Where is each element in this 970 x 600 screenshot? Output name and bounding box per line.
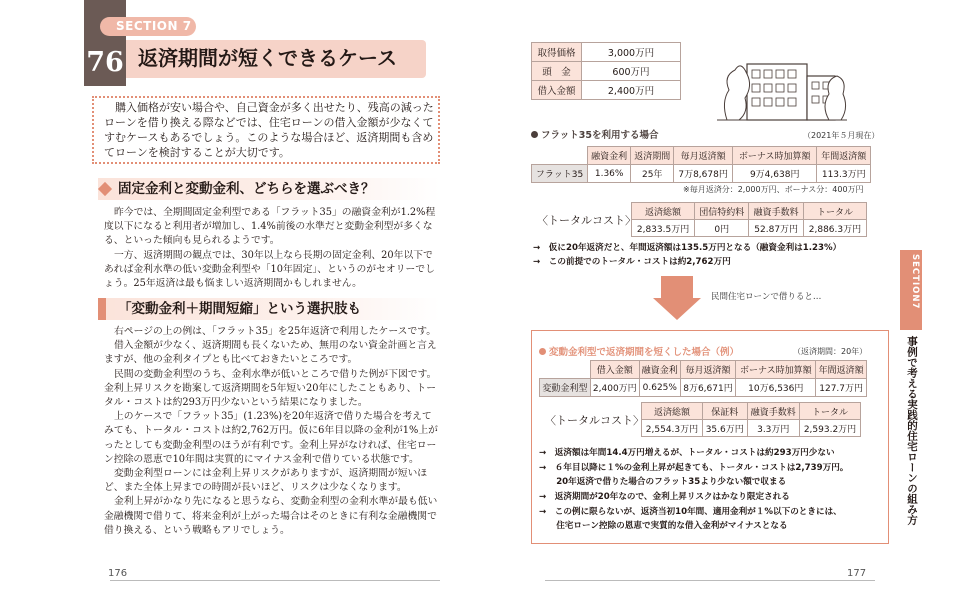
header-cell: 年間返済額: [817, 147, 871, 165]
bullet-dot-icon: [539, 348, 546, 355]
case2-caption: [539, 344, 739, 358]
cell: 頭 金: [532, 62, 582, 81]
cell: 0円: [695, 220, 749, 237]
case2-total-cost-table: [641, 402, 861, 437]
paragraph: 一方、返済期間の観点では、30年以上なら長期の固定金利、20年以下であれば金利水準の低い変動金利型や「10年固定」、というのがセオリーでしょう。25年返済は最も悩ましい返済期間かもしれません。: [104, 249, 435, 290]
paragraph: 上のケースで「フラット35」(1.23%)を20年返済で借りた場合を考えてみても、トータル・コストは約2,762万円。仮に6年目以降の金利が1%上がったとしても変動金利型のほうが有利です。金利上昇がなければ、住宅ローン控除の恩恵で10年間は実質的にマイナス金利で借りている状態です。: [104, 411, 438, 465]
table-header-row: [632, 203, 867, 220]
diamond-icon: [98, 182, 112, 196]
cell: 3.3万円: [747, 420, 800, 437]
header-cell: 毎月返済額: [674, 147, 733, 165]
body-section-b: [104, 325, 440, 538]
table-row: [632, 220, 867, 237]
case1-total-cost-label: 〈トータルコスト〉: [537, 214, 636, 227]
case2-bullet: 20年返済で借りた場合のフラット35より少ない額で収まる: [539, 477, 787, 487]
item-number: 76: [84, 40, 126, 86]
right-page: [485, 0, 970, 600]
paragraph: 借入金額が少なく、返済期間も長くないため、無用のない資金計画と言えますが、他の金利タイプとも比べておきたいところです。: [104, 340, 437, 366]
cell: 10万6,536円: [736, 379, 816, 397]
side-chapter-title: 事例で考える実践的住宅ローンの組み方: [906, 336, 918, 525]
table-row: [540, 379, 867, 397]
header-cell: トータル: [803, 203, 866, 220]
heading-text: 固定金利と変動金利、どちらを選ぶべき？: [118, 181, 375, 197]
side-section-label: SECTION7: [910, 254, 920, 310]
heading-text: 「変動金利＋期間短縮」という選択肢も: [118, 301, 361, 317]
lead-text: 購入価格が安い場合や、自己資金が多く出せたり、残高の減ったローンを借り換える際などでは、住宅ローンの借入金額が少なくてすむケースもあるでしょう。このような場合ほど、返済期間も含めてローンを検討することが大切です。: [104, 101, 434, 159]
cell: 8万6,671円: [680, 379, 736, 397]
caption-text: 変動金利型で返済期間を短くした場合（例）: [549, 347, 740, 358]
case1-caption: [531, 127, 659, 141]
cell: 2,593.2万円: [800, 420, 861, 437]
case1-total-cost-table: [631, 202, 867, 237]
table-row: [532, 62, 681, 81]
header-cell: [532, 147, 588, 165]
page-number: 177: [847, 568, 867, 579]
cell: 7万8,678円: [674, 165, 733, 183]
page-title: 返済期間が短くできるケース: [138, 46, 397, 70]
header-cell: 返済総額: [632, 203, 695, 220]
footer-rule: [110, 580, 440, 581]
header-cell: 借入金額: [590, 361, 639, 379]
cell: 変動金利型: [540, 379, 591, 397]
cell: 取得価格: [532, 43, 582, 62]
case1-bullet: → 仮に20年返済だと、年間返済額は135.5万円となる（融資金利は1.23%）: [533, 243, 842, 253]
header-cell: 保証料: [702, 403, 747, 420]
header-cell: 融資手数料: [749, 203, 803, 220]
heading-variable-plus-shorten: [98, 298, 440, 320]
case1-note: ※毎月返済分：2,000万円、ボーナス分：400万円: [683, 185, 864, 194]
arrow-note: 民間住宅ローンで借りると…: [711, 292, 822, 302]
heading-fixed-vs-variable: [98, 178, 440, 200]
cell: 127.7万円: [816, 379, 867, 397]
header-cell: 年間返済額: [816, 361, 867, 379]
paragraph: 変動金利型ローンには金利上昇リスクがありますが、返済期間が短いほど、また全体上昇までの時間が長いほど、リスクは少なくなります。: [104, 468, 428, 494]
case2-period: （返済期間：20年）: [793, 347, 868, 356]
cell: 25年: [631, 165, 674, 183]
paragraph: 右ページの上の例は、「フラット35」を25年返済で利用したケースです。: [114, 326, 437, 337]
body-section-a: [104, 206, 440, 291]
cell: 35.6万円: [702, 420, 747, 437]
table-header-row: [642, 403, 861, 420]
header-cell: トータル: [800, 403, 861, 420]
cell: 2,886.3万円: [803, 220, 866, 237]
header-cell: ボーナス時加算額: [736, 361, 816, 379]
down-arrow-icon: [653, 276, 701, 320]
page-number: 176: [108, 568, 128, 579]
table-header-row: [540, 361, 867, 379]
case2-bullet: → ６年目以降に１%の金利上昇が起きても、トータル・コストは2,739万円。: [539, 463, 849, 473]
case2-bullet: 住宅ローン控除の恩恵で実質的な借入金利がマイナスとなる: [539, 521, 788, 531]
header-cell: 融資手数料: [747, 403, 800, 420]
cell: 2,554.3万円: [642, 420, 703, 437]
cell: 借入金額: [532, 81, 582, 100]
header-cell: 団信特約料: [695, 203, 749, 220]
caption-text: フラット35を利用する場合: [541, 130, 659, 141]
header-cell: 返済総額: [642, 403, 703, 420]
table-row: [532, 165, 871, 183]
header-cell: [540, 361, 591, 379]
case1-bullet: → この前提でのトータル・コストは約2,762万円: [533, 257, 731, 267]
paragraph: 金利上昇がかなり先になると思うなら、変動金利型の金利水準が最も低い金融機関で借りて、将来金利が上がった場合はそのときに有利な金融機関で借り換える、という戦略もアリでしょう。: [104, 496, 438, 536]
table-row: [642, 420, 861, 437]
cell: 113.3万円: [817, 165, 871, 183]
case2-bullet: → 返済額は年間14.4万円増えるが、トータル・コストは約293万円少ない: [539, 448, 835, 458]
table-row: [532, 81, 681, 100]
cell: 3,000万円: [582, 43, 681, 62]
case2-table: [539, 360, 867, 397]
cell: 9万4,638円: [732, 165, 816, 183]
case2-bullet: → この例に限らないが、返済当初10年間、適用金利が１%以下のときには、: [539, 507, 842, 517]
case1-date: （2021年５月現在）: [803, 131, 880, 140]
header-cell: ボーナス時加算額: [732, 147, 816, 165]
summary-table: [531, 42, 681, 100]
cell: 2,400万円: [582, 81, 681, 100]
case2-bullet: → 返済期間が20年なので、金利上昇リスクはかなり限定される: [539, 492, 790, 502]
paragraph: 昨今では、全期間固定金利型である「フラット35」の融資金利が1.2%程度以下になると利用者が増加し、1.4%前後の水準だと変動金利型が多くなる、といった傾向も見られるようです。: [104, 207, 436, 247]
cell: 2,400万円: [590, 379, 639, 397]
cell: 600万円: [582, 62, 681, 81]
table-row: [532, 43, 681, 62]
footer-rule: [545, 580, 875, 581]
cell: 1.36%: [588, 165, 631, 183]
heading-bar: [98, 298, 106, 320]
paragraph: 民間の変動金利型のうち、金利水準が低いところで借りた例が下図です。金利上昇リスクを勘案して返済期間を5年短い20年にしたこともあり、トータル・コストは約293万円少ないという結果になりました。: [104, 368, 437, 409]
table-header-row: [532, 147, 871, 165]
cell: 2,833.5万円: [632, 220, 695, 237]
header-cell: 融資金利: [588, 147, 631, 165]
case2-total-cost-label: 〈トータルコスト〉: [545, 414, 644, 427]
cell: 0.625%: [639, 379, 680, 397]
header-cell: 返済期間: [631, 147, 674, 165]
cell: 52.87万円: [749, 220, 803, 237]
building-illustration: [717, 46, 847, 122]
header-cell: 毎月返済額: [680, 361, 736, 379]
cell: フラット35: [532, 165, 588, 183]
case1-table: [531, 146, 871, 183]
header-cell: 融資金利: [639, 361, 680, 379]
section-label: SECTION 7: [100, 17, 196, 36]
bullet-dot-icon: [531, 131, 538, 138]
